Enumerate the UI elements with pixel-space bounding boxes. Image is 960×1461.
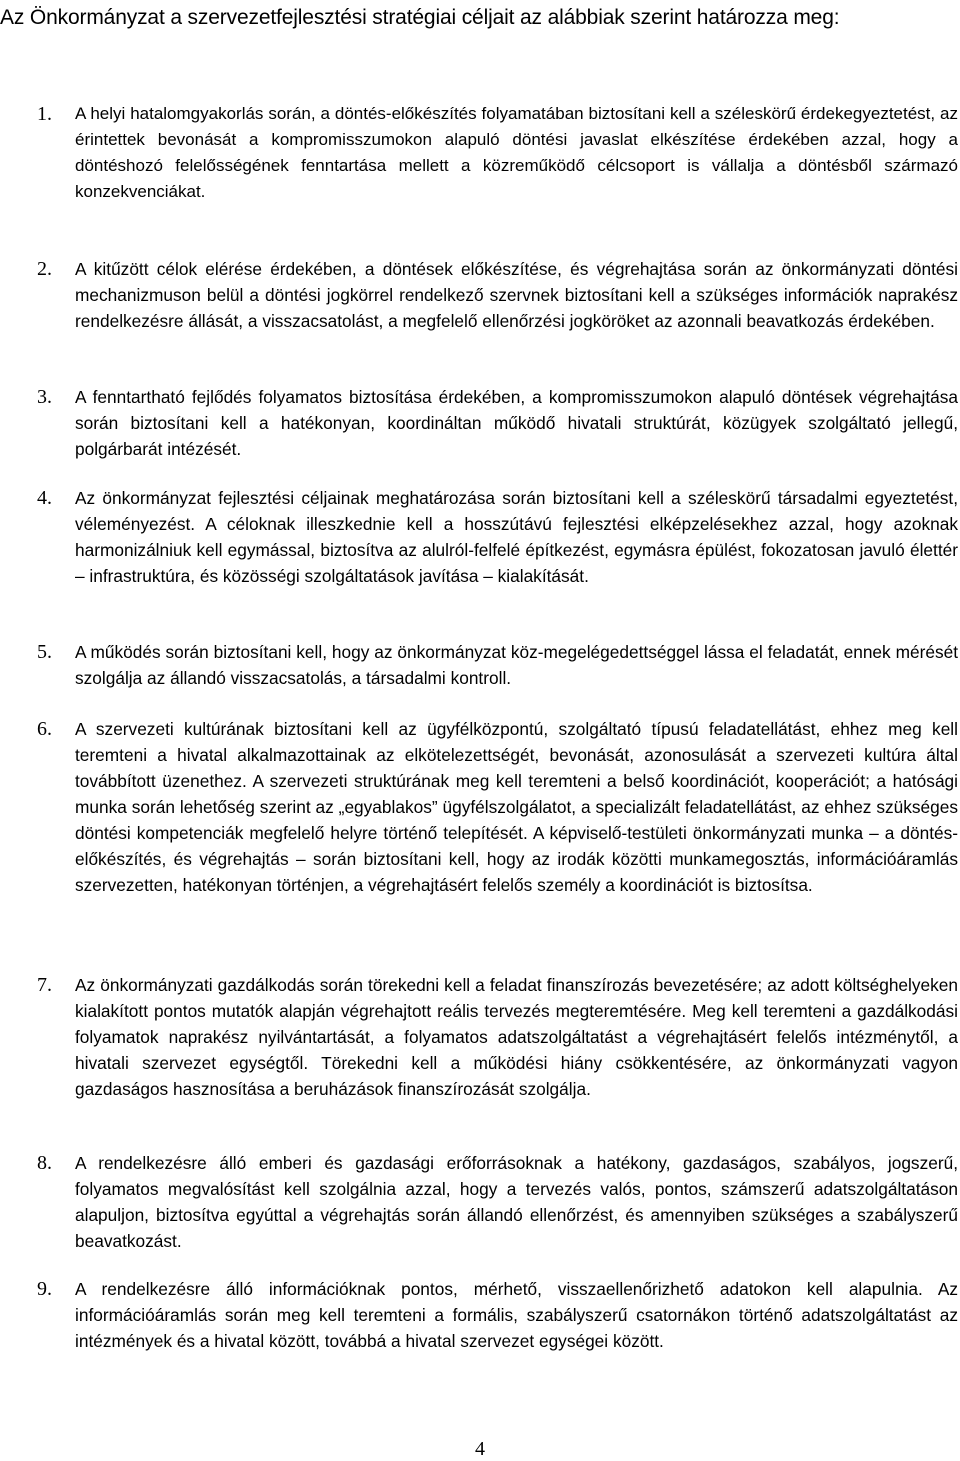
item-number: 7. bbox=[37, 974, 52, 996]
page-number: 4 bbox=[475, 1438, 485, 1460]
item-text: Az önkormányzati gazdálkodás során törekedni kell a feladat finanszírozás bevezetésére; az adott költséghelyeken kialakított pontos mutatók alapján végrehajtott reális tervezés megteremtésére. Meg kell teremteni a gazdálkodási folyamatok naprakész nyilvántartását, a folyamatos adatszolgáltatást a végrehajtásért felelős intézménytől, a hivatali szervezet egységtől. Törekedni kell a működési hiány csökkentésére, az önkormányzati vagyon gazdaságos hasznosítása a beruházások finanszírozását szolgálja. bbox=[75, 975, 958, 1099]
item-number: 4. bbox=[37, 487, 52, 509]
item-number: 8. bbox=[37, 1152, 52, 1174]
item-text: A szervezeti kultúrának biztosítani kell az ügyfélközpontú, szolgáltató típusú feladatellátást, ehhez meg kell teremteni a hivatal alkalmazottainak az elkötelezettségét, bevonását, azonosulását a szervezeti kultúra által továbbított üzenethez. A szervezeti struktúrának meg kell teremteni a belső koordinációt, kooperációt; a hatósági munka során lehetőség szerint az „egyablakos” ügyfélszolgálatot, a specializált feladatellátást, az ehhez szükséges döntési kompetenciák megfelelő helyre történő telepítését. A képviselő-testületi önkormányzati munka – a döntés-előkészítés, és végrehajtás – során biztosítani kell, hogy az irodák közötti munkamegosztás, információáramlás szervezetten, hatékonyan történjen, a végrehajtásért felelős személy a koordinációt is biztosítsa. bbox=[75, 719, 958, 895]
item-text: A fenntartható fejlődés folyamatos biztosítása érdekében, a kompromisszumokon alapuló döntések végrehajtása során biztosítani kell a hatékonyan, koordináltan működő hivatali struktúrát, közügyek szolgáltató jellegű, polgárbarát intézését. bbox=[75, 387, 958, 459]
item-number: 1. bbox=[37, 103, 52, 125]
page-heading: Az Önkormányzat a szervezetfejlesztési stratégiai céljait az alábbiak szerint határozza meg: bbox=[0, 6, 840, 29]
item-number: 5. bbox=[37, 641, 52, 663]
item-text: A kitűzött célok elérése érdekében, a döntések előkészítése, és végrehajtása során az önkormányzati döntési mechanizmuson belül a döntési jogkörrel rendelkező szervnek biztosítani kell a szükséges információk naprakész rendelkezésre állását, a visszacsatolást, a megfelelő ellenőrzési jogköröket az azonnali beavatkozás érdekében. bbox=[75, 259, 958, 331]
item-text: Az önkormányzat fejlesztési céljainak meghatározása során biztosítani kell a széleskörű társadalmi egyeztetést, véleményezést. A céloknak illeszkednie kell a hosszútávú fejlesztési elképzelésekhez azzal, hogy azoknak harmonizálniuk kell egymással, biztosítva az alulról-felfelé építkezést, egymásra épülést, fokozatosan javuló élettér – infrastruktúra, és közösségi szolgáltatások javítása – kialakítását. bbox=[75, 488, 958, 586]
item-text: A rendelkezésre álló emberi és gazdasági erőforrásoknak a hatékony, gazdaságos, szabályos, jogszerű, folyamatos megvalósítást kell szolgálnia azzal, hogy a tervezés valós, pontos, számszerű adatszolgáltatáson alapuljon, biztosítva egyúttal a végrehajtás során állandó ellenőrzést, és amennyiben szükséges a szabályszerű beavatkozást. bbox=[75, 1153, 958, 1251]
item-number: 3. bbox=[37, 386, 52, 408]
item-text: A rendelkezésre álló információknak pontos, mérhető, visszaellenőrizhető adatokon kell alapulnia. Az információáramlás során meg kell teremteni a formális, szabályszerű csatornákon történő adatszolgáltatást az intézmények és a hivatal között, továbbá a hivatal szervezet egységei között. bbox=[75, 1279, 958, 1351]
item-number: 6. bbox=[37, 718, 52, 740]
item-number: 2. bbox=[37, 258, 52, 280]
item-text: A helyi hatalomgyakorlás során, a döntés-előkészítés folyamatában biztosítani kell a széleskörű érdekegyeztetést, az érintettek bevonását a kompromisszumokon alapuló döntési javaslat elkészítése érdekében azzal, hogy a döntéshozó felelősségének fenntartása mellett a közreműködő célcsoport is vállalja a döntésből származó konzekvenciákat. bbox=[75, 104, 958, 201]
item-number: 9. bbox=[37, 1278, 52, 1300]
item-text: A működés során biztosítani kell, hogy az önkormányzat köz-megelégedettséggel lássa el feladatát, ennek mérését szolgálja az állandó visszacsatolás, a társadalmi kontroll. bbox=[75, 642, 958, 688]
